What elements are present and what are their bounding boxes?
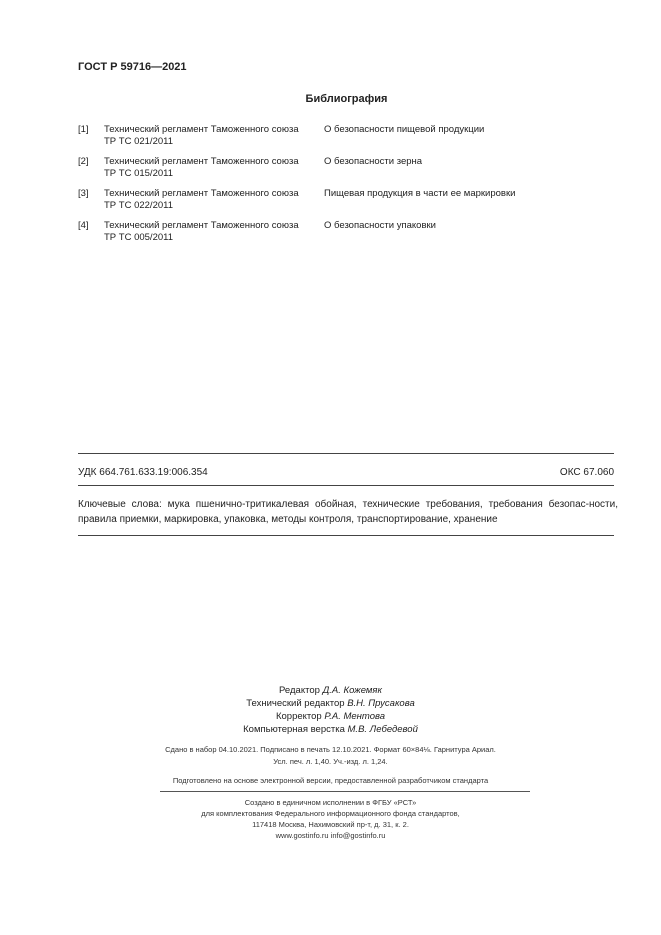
entry-title: О безопасности зерна [324,156,423,167]
staff-name: Р.А. Ментова [324,711,386,722]
editorial-staff [0,684,661,736]
entry-title: О безопасности пищевой продукции [324,124,485,135]
entry-doc-line1: Технический регламент Таможенного союза [104,188,299,199]
publisher-divider [160,791,530,792]
staff-line [0,684,661,697]
bibliography-entry [78,124,618,147]
entry-title: О безопасности упаковки [324,220,436,231]
bibliography-entry [78,220,618,243]
staff-name: Д.А. Кожемяк [322,685,382,696]
entry-document [104,220,324,243]
entry-document [104,124,324,147]
staff-role: Корректор [275,711,322,722]
entry-doc-line1: Технический регламент Таможенного союза [104,220,299,231]
standard-code: ГОСТ Р 59716—2021 [78,61,187,73]
publisher-line3: 117418 Москва, Нахимовский пр-т, д. 31, к. 2. [252,820,409,829]
print-info-line1: Сдано в набор 04.10.2021. Подписано в печать 12.10.2021. Формат 60×84⅛. Гарнитура Ариал. [165,745,496,754]
prepared-note: Подготовлено на основе электронной версии, предоставленной разработчиком стандарта [172,776,489,785]
entry-number: [2] [78,156,89,167]
publisher-line1: Создано в единичном исполнении в ФГБУ «РСТ» [244,798,417,807]
udk-code: УДК 664.761.633.19:006.354 [78,467,208,478]
staff-line [0,723,661,736]
entry-doc-line2: ТР ТС 022/2011 [104,199,174,211]
entry-doc-line2: ТР ТС 021/2011 [104,135,174,147]
entry-doc-line2: ТР ТС 005/2011 [104,231,174,243]
top-divider [78,453,614,454]
entry-number: [4] [78,220,89,231]
publisher-info [0,797,661,841]
entry-document [104,156,324,179]
bibliography-entry [78,156,618,179]
entry-number: [3] [78,188,89,199]
staff-role: Технический редактор [246,698,345,709]
staff-name: М.В. Лебедевой [347,724,418,735]
entry-doc-line1: Технический регламент Таможенного союза [104,156,299,167]
meta-divider [78,485,614,486]
entry-doc-line2: ТР ТС 015/2011 [104,167,174,179]
print-info [0,744,661,768]
keywords-divider [78,535,614,536]
entry-doc-line1: Технический регламент Таможенного союза [104,124,299,135]
classification-row [78,467,614,478]
entry-document [104,188,324,211]
oks-code: ОКС 67.060 [559,467,614,478]
publisher-line2: для комплектования Федерального информационного фонда стандартов, [201,809,460,818]
staff-line [0,697,661,710]
staff-role: Редактор [279,685,320,696]
staff-name: В.Н. Прусакова [347,698,415,709]
entry-number: [1] [78,124,89,135]
staff-line [0,710,661,723]
keywords-text: Ключевые слова: мука пшенично-тритикалевая обойная, технические требования, требования безопас-ности, правила приемки, маркировка, упаковка, методы контроля, транспортирование, хранение [78,499,618,525]
publisher-line4: www.gostinfo.ru info@gostinfo.ru [275,831,386,840]
entry-title: Пищевая продукция в части ее маркировки [324,188,516,199]
print-info-line2: Усл. печ. л. 1,40. Уч.-изд. л. 1,24. [273,757,388,766]
section-title: Библиография [305,93,388,105]
staff-role: Компьютерная верстка [243,724,345,735]
bibliography-list [78,124,618,252]
bibliography-entry [78,188,618,211]
